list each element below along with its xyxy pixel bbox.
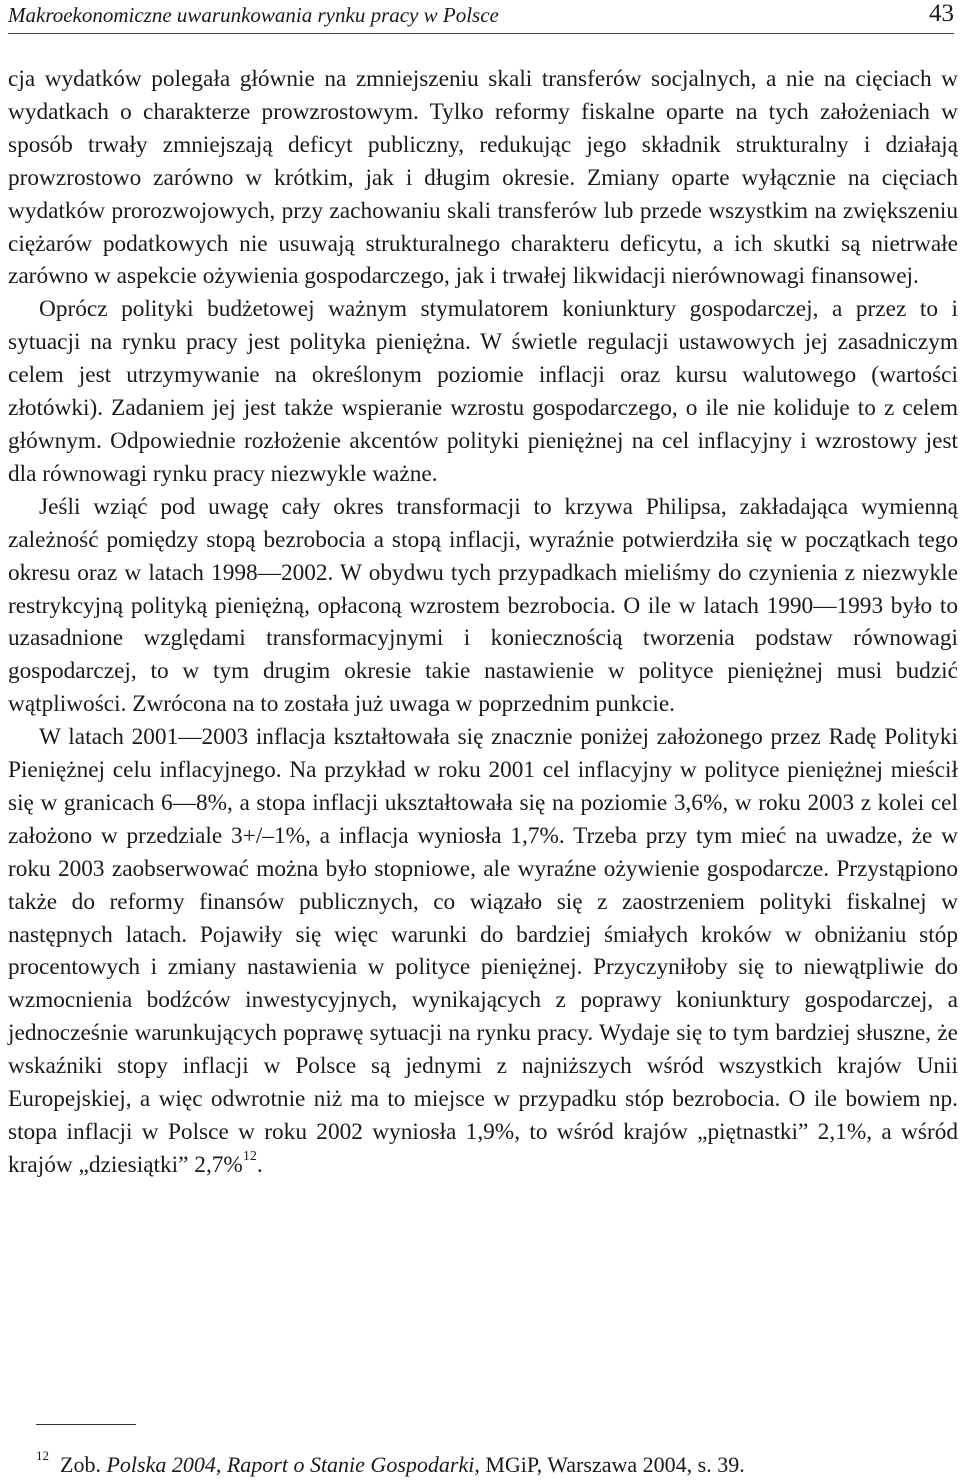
paragraph-4: [8, 721, 958, 1182]
running-header-title: Makroekonomiczne uwarunkowania rynku pracy w Polsce: [8, 3, 499, 27]
paragraph-4-text: W latach 2001—2003 inflacja kształtowała się znacznie poniżej założonego przez Radę Polityki Pieniężnej celu inflacyjnego. Na przykład w roku 2001 cel inflacyjny w polityce pieniężnej mieścił się w granicach 6—8%, a stopa inflacji ukształtowała się na poziomie 3,6%, w roku 2003 z kolei cel założono w przedziale 3+/–1%, a inflacja wyniosła 1,7%. Trzeba przy tym mieć na uwadze, że w roku 2003 zaobserwować można było stopniowe, ale wyraźne ożywienie gospodarcze. Przystąpiono także do reformy finansów publicznych, co wiązało się z zaostrzeniem polityki fiskalnej w następnych latach. Pojawiły się więc warunki do bardziej śmiałych kroków w obniżaniu stóp procentowych i zmiany nastawienia w polityce pieniężnej. Przyczyniłoby się to niewątpliwie do wzmocnienia bodźców inwestycyjnych, wynikających z poprawy koniunktury gospodarczej, a jednocześnie warunkujących poprawę sytuacji na rynku pracy. Wydaje się to tym bardziej słuszne, że wskaźniki stopy inflacji w Polsce są jednymi z najniższych wśród wszystkich krajów Unii Europejskiej, a więc odwrotnie niż ma to miejsce w przypadku stóp bezrobocia. O ile bowiem np. stopa inflacji w Polsce w roku 2002 wyniosła 1,9%, to wśród krajów „piętnastki” 2,1%, a wśród krajów „dziesiątki” 2,7%: [8, 724, 958, 1178]
paragraph-4-end: .: [256, 1151, 263, 1178]
running-header: [8, 0, 954, 34]
footnote: [36, 1440, 936, 1481]
footnote-number: 12: [36, 1448, 49, 1463]
footnote-prefix: Zob.: [60, 1452, 101, 1477]
footnote-separator: [36, 1424, 136, 1425]
paragraph-3: Jeśli wziąć pod uwagę cały okres transformacji to krzywa Philipsa, zakładająca wymienną zależność pomiędzy stopą bezrobocia a stopą inflacji, wyraźnie potwierdziła się w początkach tego okresu oraz w latach 1998—2002. W obydwu tych przypadkach mieliśmy do czynienia z niezwykle restrykcyjną polityką pieniężną, opłaconą wzrostem bezrobocia. O ile w latach 1990—1993 było to uzasadnione względami transformacyjnymi i koniecznością tworzenia podstaw równowagi gospodarczej, to w tym drugim okresie takie nastawienie w polityce pieniężnej musi budzić wątpliwości. Zwrócona na to została już uwaga w poprzednim punkcie.: [8, 493, 958, 718]
footnote-suffix: , MGiP, Warszawa 2004, s. 39.: [474, 1452, 745, 1477]
footnote-reference[interactable]: 12: [242, 1148, 257, 1164]
paragraph-2: Oprócz polityki budżetowej ważnym stymulatorem koniunktury gospodarczej, a przez to i sytuacji na rynku pracy jest polityka pieniężna. W świetle regulacji ustawowych jej zasadniczym celem jest utrzymywanie na określonym poziomie inflacji oraz kursu walutowego (wartości złotówki). Zadaniem jej jest także wspieranie wzrostu gospodarczego, o ile nie koliduje to z celem głównym. Odpowiednie rozłożenie akcentów polityki pieniężnej na cel inflacyjny i wzrostowy jest dla równowagi rynku pracy niezwykle ważne.: [8, 296, 958, 487]
paragraph-1: cja wydatków polegała głównie na zmniejszeniu skali transferów socjalnych, a nie na cięciach w wydatkach o charakterze prowzrostowym. Tylko reformy fiskalne oparte na tych założeniach w sposób trwały zmniejszają deficyt publiczny, redukując jego składnik strukturalny i działają prowzrostowo zarówno w krótkim, jak i długim okresie. Zmiany oparte wyłącznie na cięciach wydatków prorozwojowych, przy zachowaniu skali transferów lub przede wszystkim na zwiększeniu ciężarów podatkowych nie usuwają strukturalnego charakteru deficytu, a ich skutki są nietrwałe zarówno w aspekcie ożywienia gospodarczego, jak i trwałej likwidacji nierównowagi finansowej.: [8, 66, 958, 290]
footnote-title: Polska 2004, Raport o Stanie Gospodarki: [106, 1452, 475, 1477]
body-text: [8, 63, 958, 1182]
page-number: 43: [929, 0, 954, 27]
